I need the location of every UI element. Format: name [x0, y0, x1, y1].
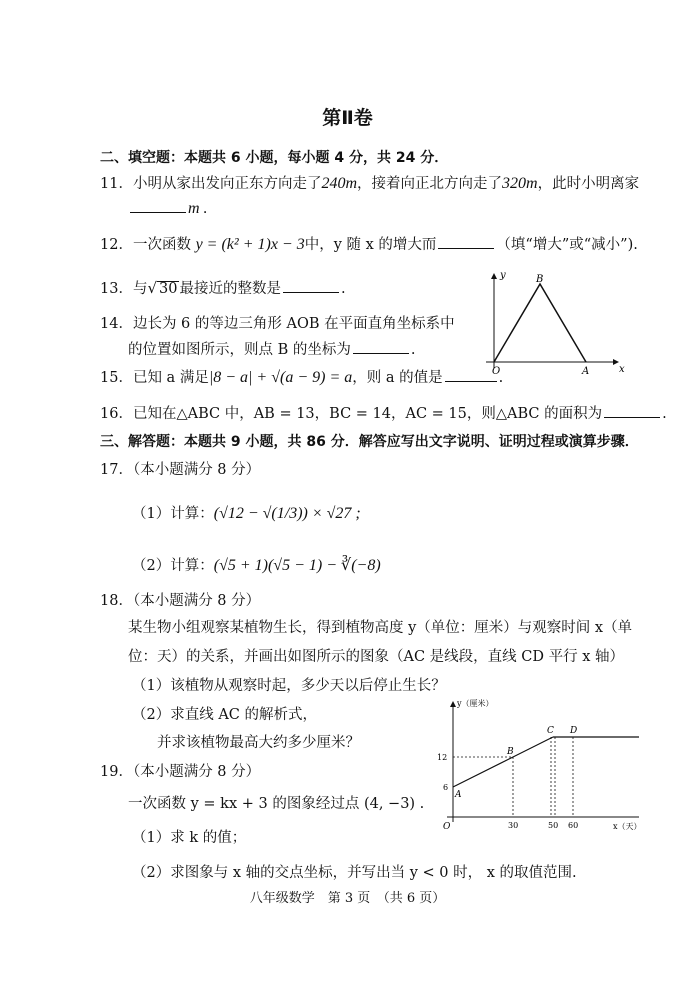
question-18: 18．（本小题满分 8 分）: [100, 593, 261, 609]
question-15: 15．已知 a 满足|8 − a| + √(a − 9) = a，则 a 的值是 .: [100, 369, 504, 386]
tick-label-50: 50: [548, 821, 559, 830]
answer-blank[interactable]: [604, 405, 660, 418]
question-14: 14．边长为 6 的等边三角形 AOB 在平面直角坐标系中: [100, 316, 455, 332]
question-19-part2: （2）求图象与 x 轴的交点坐标，并写出当 y < 0 时， x 的取值范围.: [132, 865, 577, 881]
question-17: 17．（本小题满分 8 分）: [100, 462, 261, 478]
tick-label-60: 60: [568, 821, 579, 830]
point-o-label: O: [492, 366, 501, 377]
answer-blank[interactable]: [353, 341, 409, 354]
formula: |8 − a| + √(a − 9) = a: [208, 369, 353, 386]
question-19-desc: 一次函数 y = kx + 3 的图象经过点 (4, −3) .: [128, 796, 425, 812]
question-16: 16．已知在△ABC 中，AB = 13，BC = 14，AC = 15，则△ABC 的面积为 .: [100, 406, 667, 422]
question-17-part2: （2）计算：(√5 + 1)(√5 − 1) − ∛(−8): [132, 557, 381, 574]
tick-label-30: 30: [508, 821, 519, 830]
page-footer: 八年级数学 第 3 页 （共 6 页）: [249, 891, 446, 906]
question-13: 13．与√ 30 最接近的整数是 .: [100, 279, 346, 297]
tick-label-6: 6: [443, 783, 449, 792]
formula: (√5 + 1)(√5 − 1) − ∛(−8): [213, 557, 381, 574]
question-18-part1: （1）该植物从观察时起，多少天以后停止生长？: [132, 678, 446, 694]
question-18-desc1: 某生物小组观察某植物生长，得到植物高度 y（单位：厘米）与观察时间 x（单: [128, 620, 633, 636]
x-axis-label: x: [619, 364, 625, 375]
formula: y = (k² + 1)x − 3: [195, 236, 305, 253]
figure-plant-growth: [427, 692, 647, 837]
answer-blank[interactable]: [283, 280, 339, 293]
question-18-part2: （2）求直线 AC 的解析式，: [132, 707, 318, 723]
point-d-label: D: [570, 726, 578, 736]
y-axis-label: y（厘米）: [457, 699, 494, 708]
section3-header: 三、解答题：本题共 9 小题，共 86 分．解答应写出文字说明、证明过程或演算步骤．: [100, 434, 639, 450]
point-a-label: A: [455, 790, 462, 800]
question-12: 12．一次函数 y = (k² + 1)x − 3中，y 随 x 的增大而 （填“增大”或“减小”).: [100, 236, 638, 253]
tick-label-12: 12: [437, 753, 448, 762]
point-a-label: A: [582, 366, 590, 377]
question-17-part1: （1）计算：(√12 − √(1/3)) × √27 ;: [132, 505, 361, 522]
origin-label: O: [443, 822, 451, 832]
answer-blank[interactable]: [130, 200, 186, 213]
question-18-part2b: 并求该植物最高大约多少厘米？: [157, 735, 360, 751]
point-b-label: B: [507, 747, 514, 757]
question-19-part1: （1）求 k 的值；: [132, 830, 247, 846]
point-b-label: B: [536, 274, 544, 285]
question-18-desc2: 位：天）的关系，并画出如图所示的图象（AC 是线段，直线 CD 平行 x 轴）: [128, 649, 625, 665]
figure-triangle-aob: [478, 268, 628, 380]
question-11: 11．小明从家出发向正东方向走了240m，接着向正北方向走了320m，此时小明离家: [100, 175, 640, 192]
segment-ac: [453, 737, 553, 787]
question-19: 19．（本小题满分 8 分）: [100, 764, 261, 780]
section2-header: 二、填空题：本题共 6 小题，每小题 4 分，共 24 分．: [100, 150, 449, 166]
page-title: 第Ⅱ卷: [322, 107, 373, 129]
y-axis-label: y: [500, 270, 506, 281]
point-c-label: C: [547, 726, 554, 736]
question-11-answer-line: m .: [128, 200, 208, 218]
formula: (√12 − √(1/3)) × √27 ;: [213, 505, 361, 522]
answer-blank[interactable]: [438, 236, 494, 249]
question-14-line2: 的位置如图所示，则点 B 的坐标为 .: [128, 342, 416, 358]
triangle-aob: [494, 284, 586, 362]
x-axis-label: x（天）: [613, 822, 642, 831]
